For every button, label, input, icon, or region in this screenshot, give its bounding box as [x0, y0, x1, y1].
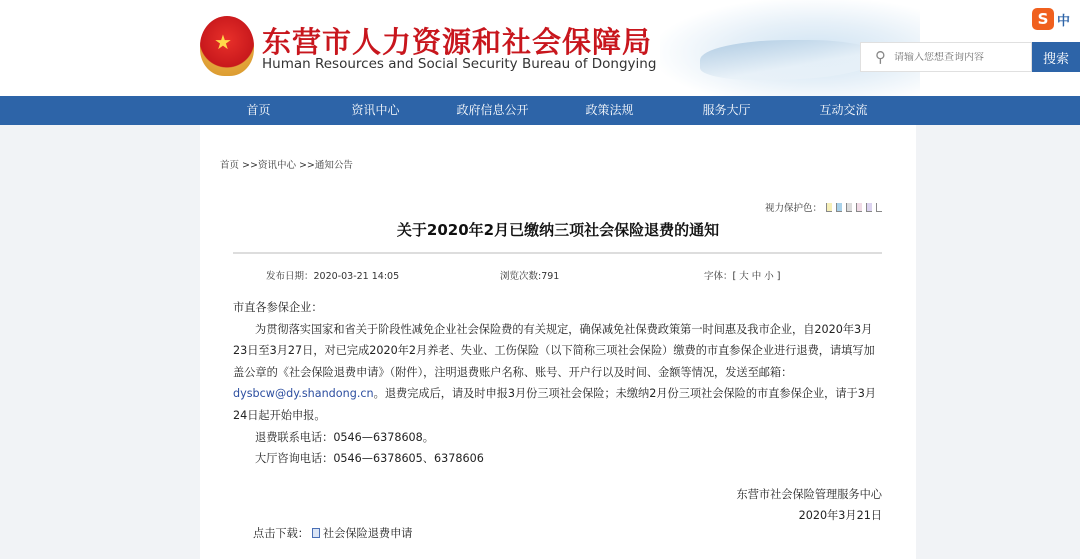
ime-mode: 中: [1057, 13, 1071, 29]
article-body: [233, 297, 883, 470]
download-label: 点击下载：: [253, 527, 309, 540]
color-swatch[interactable]: [866, 203, 872, 212]
article-title: 关于2020年2月已缴纳三项社会保险退费的通知: [396, 221, 720, 239]
download-link[interactable]: 社会保险退费申请: [322, 527, 413, 540]
color-swatch[interactable]: [836, 203, 842, 212]
download-section: [253, 525, 412, 541]
email-link[interactable]: dysbcw@dy.shandong.cn: [233, 387, 374, 401]
nav-gov-info[interactable]: 政府信息公开: [456, 103, 529, 117]
article-container: [200, 125, 916, 559]
color-swatch[interactable]: [876, 203, 882, 212]
search-button[interactable]: 搜索: [1032, 42, 1080, 72]
site-header: [0, 0, 1080, 96]
nav-news[interactable]: 资讯中心: [351, 103, 400, 117]
nav-interaction[interactable]: 互动交流: [819, 103, 868, 117]
signature: 东营市社会保险管理服务中心: [736, 488, 882, 501]
paragraph-text: 。退费完成后，请及时申报3月份三项社会保险；未缴纳2月份三项社会保险的市直参保企业，请于3月24日起开始申报。: [233, 387, 877, 422]
color-swatch[interactable]: [856, 203, 862, 212]
main-nav: [0, 96, 1080, 125]
salutation: 市直各参保企业：: [233, 301, 323, 314]
ime-indicator[interactable]: [1032, 8, 1070, 30]
font-size-control[interactable]: 字体：[ 大 中 小 ]: [704, 271, 781, 282]
nav-home[interactable]: 首页: [246, 103, 271, 117]
divider: [233, 252, 882, 254]
breadcrumb[interactable]: 首页 >>资讯中心 >>通知公告: [220, 160, 353, 171]
national-emblem-logo: ★: [200, 16, 254, 76]
site-title: 东营市人力资源和社会保障局: [262, 25, 653, 59]
publish-date: 发布日期：2020-03-21 14:05: [266, 271, 400, 282]
hall-phone: 大厅咨询电话：0546—6378605、6378606: [255, 452, 484, 466]
color-swatch[interactable]: [846, 203, 852, 212]
search-icon: ⚲: [875, 48, 886, 66]
paragraph: [233, 319, 883, 427]
site-subtitle: Human Resources and Social Security Bureau of Dongying: [262, 56, 657, 72]
refund-phone: 退费联系电话：0546—6378608。: [255, 430, 434, 444]
signature-date: 2020年3月21日: [798, 509, 882, 522]
color-swatch[interactable]: [826, 203, 832, 212]
document-icon: [312, 528, 320, 538]
sogou-icon: S: [1032, 8, 1054, 30]
paragraph-text: 为贯彻落实国家和省关于阶段性减免企业社会保险费的有关规定，确保减免社保费政策第一时间惠及我市企业，自2020年3月23日至3月27日，对已完成2020年2月养老、失业、工伤保险（以下简称三项社会保险）缴费的市直参保企业进行退费，请填写加盖公章的《社会保险退费申请》（附件），注明退费账户名称、账号、开户行以及时间、金额等情况，发送至邮箱：: [233, 322, 875, 379]
nav-service-hall[interactable]: 服务大厅: [702, 103, 751, 117]
search-input[interactable]: [894, 52, 1024, 63]
search-box: [860, 42, 1032, 72]
eye-care-colors: [765, 200, 882, 214]
view-count: 浏览次数:791: [500, 271, 560, 282]
nav-policy[interactable]: 政策法规: [585, 103, 634, 117]
eye-care-label: 视力保护色：: [764, 203, 822, 214]
